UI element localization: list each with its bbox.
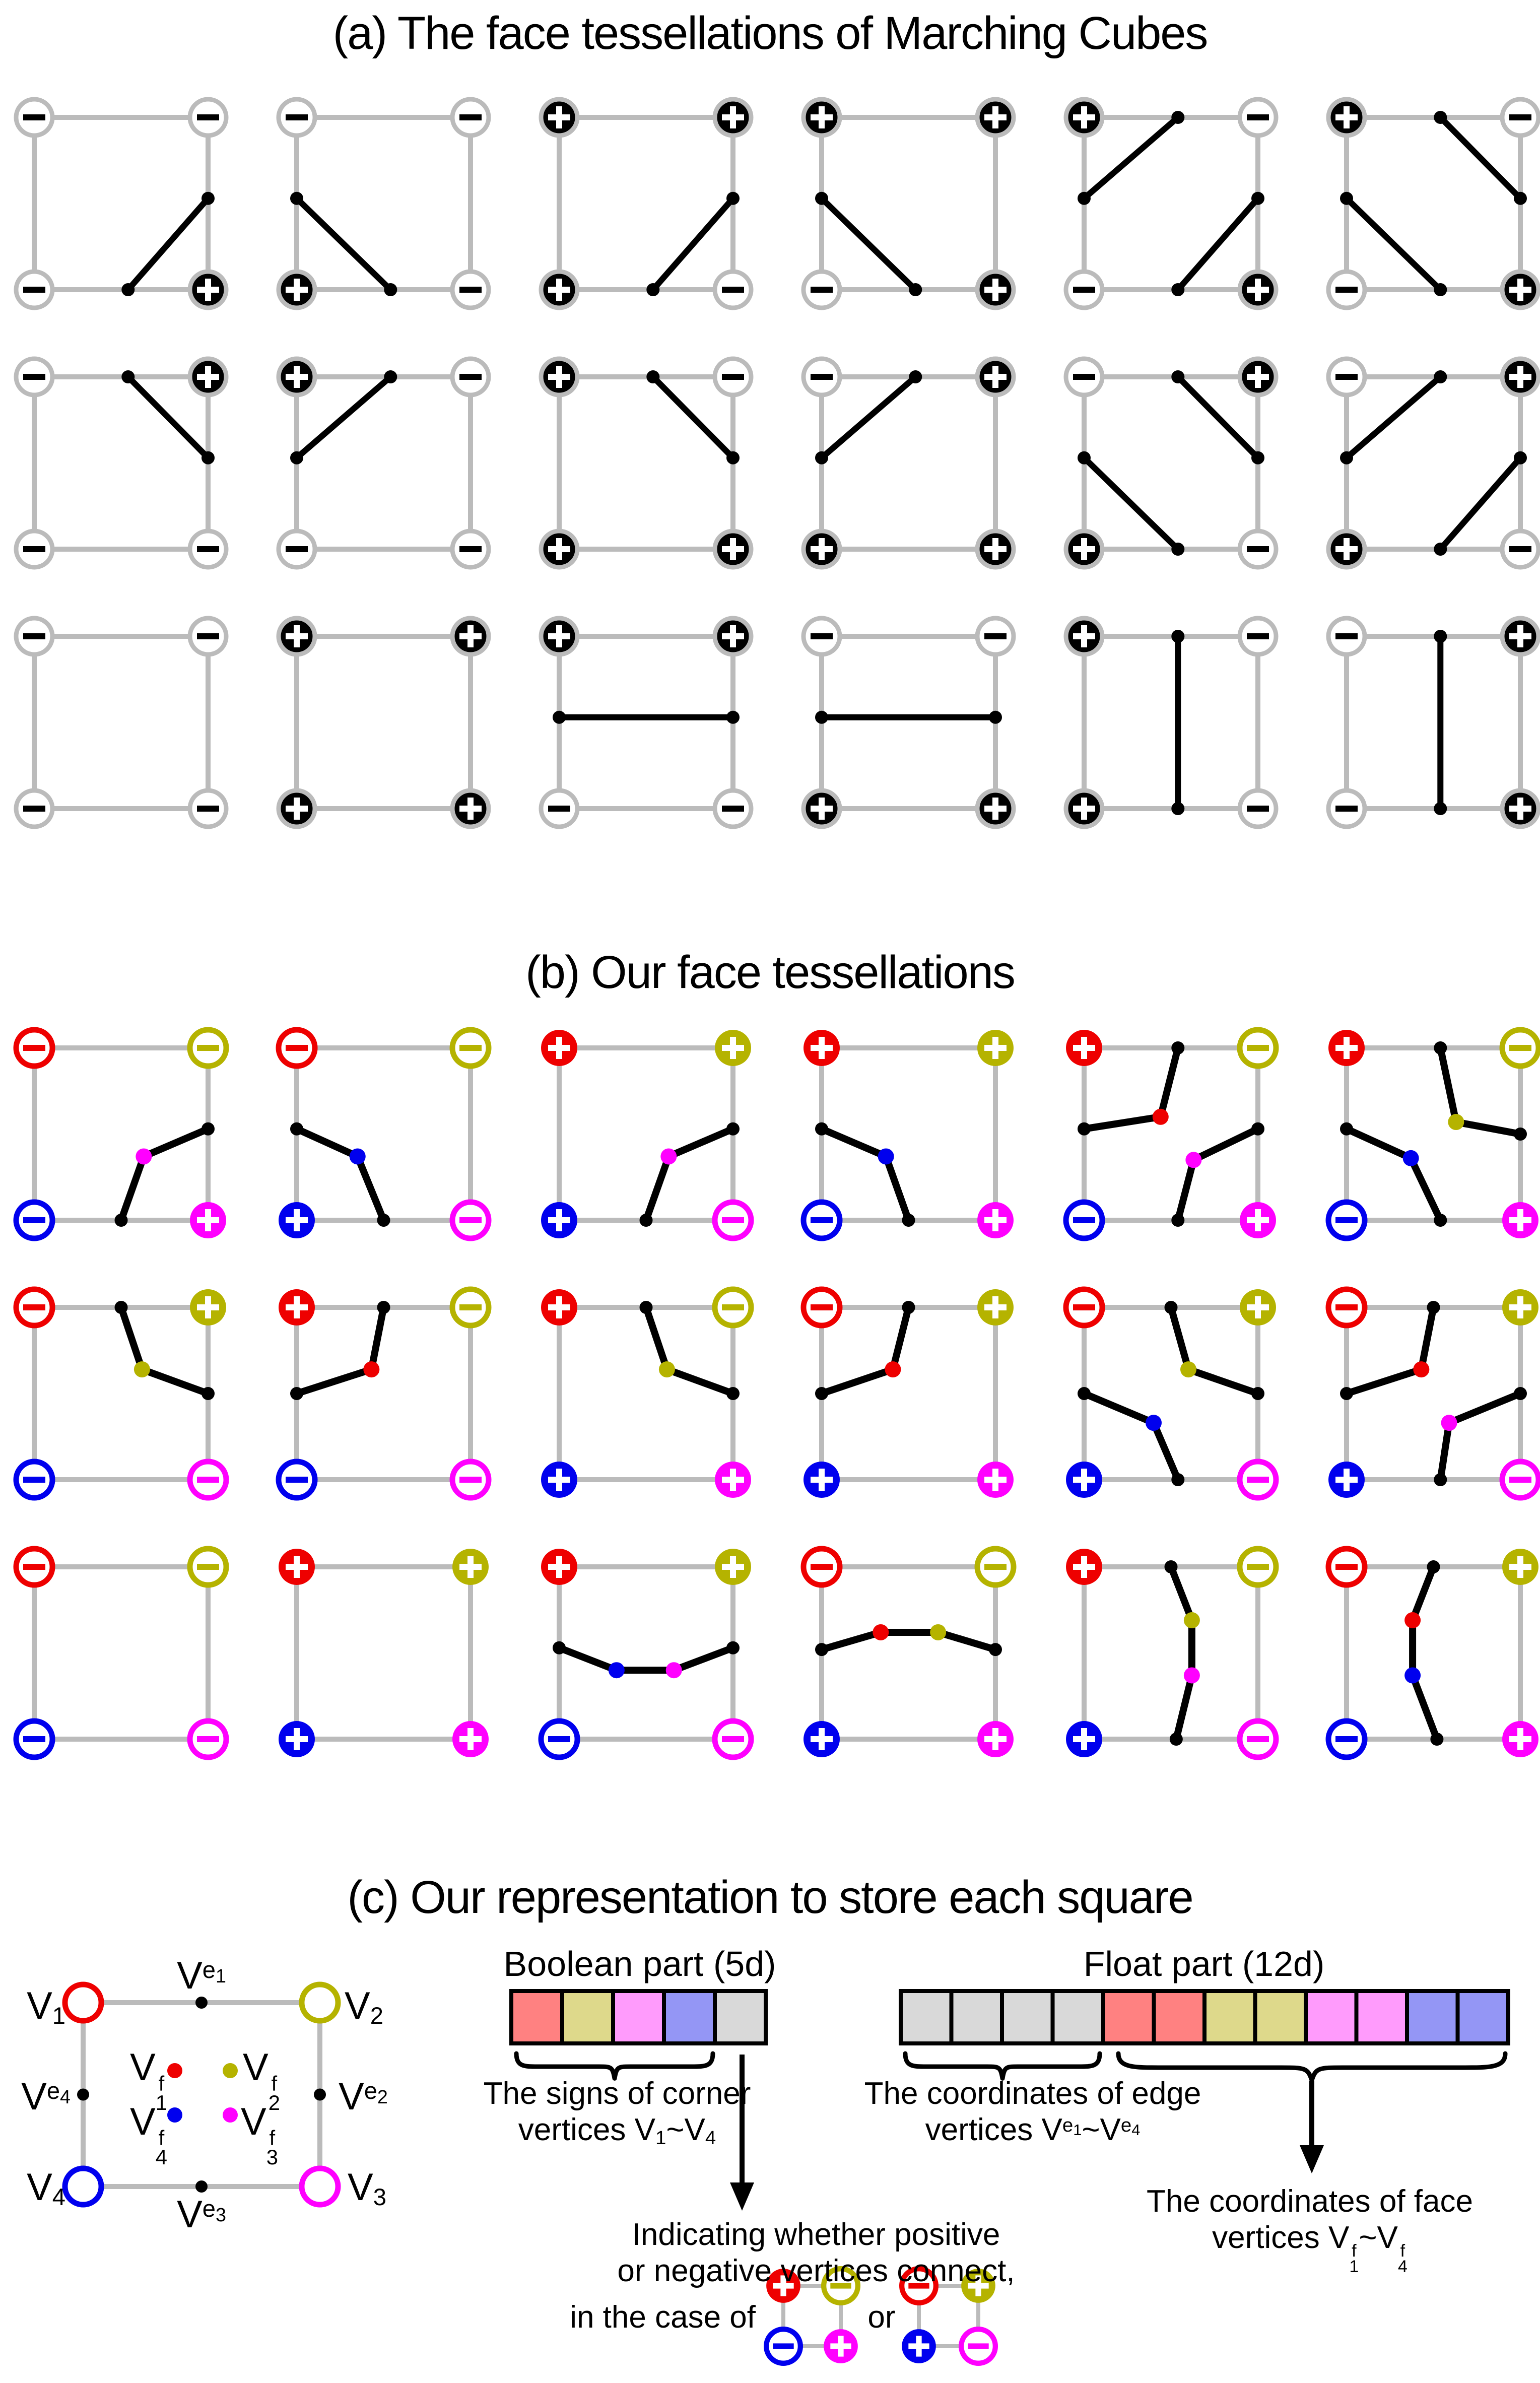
edge-vertex-dot	[553, 1641, 566, 1654]
edge-label-line2: vertices $V^{e_1}\sim V^{e_4}$	[925, 2112, 1141, 2147]
edge-vertex-dot	[1251, 192, 1264, 205]
edge-vertex-dot	[726, 451, 740, 465]
edge-vertex-dot	[1171, 1041, 1184, 1054]
float-part-cell-8	[1255, 1991, 1306, 2043]
edge-vertex-dot	[989, 1643, 1002, 1656]
edge-vertex-dot	[202, 451, 215, 465]
edge-vertex-dot	[115, 1214, 128, 1227]
edge-vertex-dot	[1171, 370, 1184, 383]
label-face-vf1: V f 1	[130, 2046, 167, 2115]
edge-vertex-dot	[1340, 1387, 1353, 1400]
tessellation-square-a-r2-c6	[1321, 350, 1540, 576]
float-part-cell-2	[952, 1991, 1002, 2043]
label-edge-ve3: $V^{e_3}$	[177, 2193, 226, 2236]
edge-vertex-dot	[1251, 451, 1264, 465]
edge-vertex-dot	[640, 1214, 653, 1227]
edge-vertex-dot	[121, 283, 135, 296]
tessellation-line	[1171, 1567, 1192, 1739]
label-corner-v2: V2	[345, 1984, 383, 2029]
edge-vertex-dot	[1171, 1473, 1184, 1486]
edge-vertex-dot	[384, 370, 397, 383]
edge-vertex-dot	[1340, 451, 1353, 465]
diagram-face-vertex-dot-vf2	[223, 2063, 238, 2078]
float-part-cell-12	[1458, 1991, 1509, 2043]
tessellation-square-a-r3-c4	[796, 609, 1021, 836]
tessellation-square-a-r2-c5	[1059, 350, 1283, 576]
diagram-corner-vertex-v1	[65, 1984, 101, 2021]
edge-coordinates-label	[859, 2076, 1207, 2148]
edge-vertex-dot	[726, 711, 740, 724]
edge-vertex-dot	[377, 1301, 390, 1314]
edge-vertex-dot	[1171, 1214, 1184, 1227]
edge-vertex-dot	[1430, 1733, 1443, 1746]
tessellation-square-a-r3-c3	[534, 609, 758, 836]
edge-vertex-dot	[815, 1643, 828, 1656]
edge-vertex-dot	[1251, 1387, 1264, 1400]
face-label-line2: vertices V f 1 ~V f 4	[1212, 2220, 1408, 2277]
face-coordinates-label	[1136, 2183, 1484, 2275]
tessellation-line	[1084, 1394, 1178, 1480]
face-vertex-dot	[659, 1361, 675, 1377]
face-vertex-dot	[666, 1662, 682, 1678]
tessellation-square-b-r3-c3	[534, 1540, 758, 1766]
label-edge-ve1: $V^{e_1}$	[177, 1954, 226, 1997]
float-part-cell-9	[1306, 1991, 1357, 2043]
tessellation-square-b-r1-c4	[796, 1021, 1021, 1247]
edge-vertex-dot	[815, 1122, 828, 1136]
face-vertex-dot	[1146, 1415, 1162, 1431]
edge-vertex-dot	[1078, 451, 1091, 465]
tessellation-line	[297, 1307, 384, 1394]
indicating-label	[587, 2217, 1045, 2289]
face-vertex-dot	[660, 1148, 677, 1164]
face-vertex-dot	[878, 1148, 894, 1164]
label-edge-ve4: $V^{e_4}$	[21, 2075, 71, 2118]
edge-vertex-dot	[815, 192, 828, 205]
edge-vertex-dot	[1165, 1301, 1178, 1314]
boolean-connectivity-arrow-head	[730, 2182, 754, 2211]
tessellation-square-b-r1-c5	[1059, 1021, 1283, 1247]
tessellation-square-b-r2-c6	[1321, 1280, 1540, 1507]
edge-vertex-dot	[553, 711, 566, 724]
edge-vertex-dot	[726, 1387, 740, 1400]
tessellation-square-b-r3-c4	[796, 1540, 1021, 1766]
section-a-title: (a) The face tessellations of Marching Cubes	[332, 8, 1208, 59]
tessellation-line	[559, 1648, 733, 1670]
boolean-part-cell-2	[562, 1991, 613, 2043]
edge-vertex-dot	[1514, 1387, 1527, 1400]
edge-vertex-dot	[290, 1387, 303, 1400]
edge-vertex-dot	[726, 1122, 740, 1136]
face-vertex-dot	[1184, 1612, 1200, 1628]
edge-vertex-dot	[815, 1387, 828, 1400]
tessellation-line	[822, 1632, 995, 1649]
float-edge-underbrace	[905, 2054, 1100, 2078]
section-a-grid	[9, 90, 1540, 836]
tessellation-square-a-r1-c3	[534, 90, 758, 317]
tessellation-square-a-r2-c2	[272, 350, 496, 576]
face-vertex-dot	[1403, 1150, 1419, 1166]
edge-vertex-dot	[1078, 1122, 1091, 1136]
edge-vertex-dot	[1434, 283, 1447, 296]
edge-vertex-dot	[1434, 111, 1447, 124]
diagram-corner-vertex-v2	[302, 1984, 338, 2021]
edge-vertex-dot	[1427, 1560, 1440, 1573]
edge-vertex-dot	[646, 370, 659, 383]
tessellation-square-b-r3-c1	[9, 1540, 233, 1766]
face-vertex-dot	[350, 1148, 366, 1164]
section-c	[0, 1864, 1540, 2383]
face-vertex-dot	[363, 1361, 379, 1377]
diagram-corner-vertex-v4	[65, 2168, 101, 2205]
edge-vertex-dot	[909, 283, 922, 296]
float-part-cell-1	[901, 1991, 952, 2043]
edge-vertex-dot	[290, 192, 303, 205]
diagram-face-vertex-dot-vf1	[167, 2063, 182, 2078]
edge-vertex-dot	[384, 283, 397, 296]
edge-vertex-dot	[202, 1122, 215, 1136]
tessellation-line	[297, 1129, 384, 1220]
float-part-cell-6	[1154, 1991, 1205, 2043]
tessellation-square-a-r3-c2	[272, 609, 496, 836]
tessellation-square-b-r2-c5	[1059, 1280, 1283, 1507]
face-vertex-dot	[885, 1361, 901, 1377]
tessellation-square-a-r3-c6	[1321, 609, 1540, 836]
float-part-title: Float part (12d)	[1083, 1944, 1325, 1983]
indicating-line2: or negative vertices connect,	[617, 2253, 1015, 2288]
section-b-grid	[9, 1021, 1540, 1766]
edge-vertex-dot	[1340, 192, 1353, 205]
tessellation-square-b-r2-c2	[272, 1280, 496, 1507]
boolean-part-cell-5	[715, 1991, 766, 2043]
float-part-cell-4	[1053, 1991, 1104, 2043]
tessellation-square-b-r3-c5	[1059, 1540, 1283, 1766]
edge-vertex-dot	[1434, 802, 1447, 815]
edge-vertex-dot	[1434, 1473, 1447, 1486]
edge-vertex-dot	[902, 1301, 915, 1314]
tessellation-line	[121, 1129, 209, 1220]
face-label-line1: The coordinates of face	[1147, 2184, 1473, 2219]
face-vertex-dot	[1184, 1667, 1200, 1683]
tessellation-square-b-r2-c1	[9, 1280, 233, 1507]
or-label: or	[867, 2300, 896, 2335]
face-vertex-dot	[134, 1361, 150, 1377]
edge-vertex-dot	[1434, 370, 1447, 383]
edge-vertex-dot	[290, 451, 303, 465]
edge-vertex-dot	[1251, 1122, 1264, 1136]
edge-vertex-dot	[1171, 111, 1184, 124]
edge-vertex-dot	[1171, 630, 1184, 643]
face-vertex-dot	[1153, 1109, 1169, 1125]
tessellation-square-a-r2-c3	[534, 350, 758, 576]
edge-vertex-dot	[1514, 192, 1527, 205]
tessellation-square-a-r1-c4	[796, 90, 1021, 317]
label-corner-v4: V4	[27, 2166, 65, 2211]
edge-vertex-dot	[377, 1214, 390, 1227]
edge-vertex-dot	[1165, 1560, 1178, 1573]
signs-of-corner-label	[443, 2076, 791, 2148]
tessellation-line	[1171, 1307, 1258, 1394]
edge-vertex-dot	[1434, 1214, 1447, 1227]
edge-vertex-dot	[902, 1214, 915, 1227]
tessellation-square-b-r3-c2	[272, 1540, 496, 1766]
boolean-part-cell-3	[613, 1991, 664, 2043]
tessellation-square-a-r2-c1	[9, 350, 233, 576]
edge-vertex-dot	[202, 192, 215, 205]
tessellation-line	[1178, 1129, 1258, 1220]
edge-vertex-dot	[1427, 1301, 1440, 1314]
section-c-title: (c) Our representation to store each square	[347, 1872, 1193, 1923]
edge-vertex-dot	[815, 711, 828, 724]
label-face-vf2: V f 2	[243, 2046, 280, 2115]
label-face-vf4: V f 4	[130, 2100, 167, 2169]
tessellation-line	[1413, 1567, 1437, 1739]
boolean-part-title: Boolean part (5d)	[503, 1944, 776, 1983]
edge-vertex-dot	[726, 192, 740, 205]
tessellation-square-a-r1-c5	[1059, 90, 1283, 317]
label-corner-v1: V1	[27, 1984, 65, 2029]
edge-vertex-dot	[1340, 1122, 1353, 1136]
signs-label-line1: The signs of corner	[483, 2076, 751, 2111]
edge-vertex-dot	[1514, 1128, 1527, 1141]
tessellation-square-a-r2-c4	[796, 350, 1021, 576]
edge-vertex-dot	[1078, 192, 1091, 205]
face-vertex-dot	[1413, 1361, 1429, 1377]
edge-vertex-dot	[640, 1301, 653, 1314]
edge-vertex-dot	[1078, 1387, 1091, 1400]
edge-vertex-dot	[1171, 283, 1184, 296]
face-vertex-dot	[609, 1662, 625, 1678]
float-part-cell-5	[1103, 1991, 1154, 2043]
section-b-title: (b) Our face tessellations	[525, 947, 1015, 998]
label-face-vf3: V f 3	[241, 2100, 278, 2169]
face-vertex-dot	[1185, 1152, 1201, 1168]
tessellation-square-a-r1-c2	[272, 90, 496, 317]
edge-vertex-dot	[1434, 1041, 1447, 1054]
edge-label-line1: The coordinates of edge	[864, 2076, 1201, 2111]
boolean-part-cell-1	[511, 1991, 562, 2043]
float-face-arrow-head	[1300, 2145, 1324, 2173]
face-vertex-dot	[873, 1624, 889, 1640]
tessellation-line	[121, 1307, 209, 1394]
face-vertex-dot	[930, 1624, 946, 1640]
float-part-cell-11	[1407, 1991, 1458, 2043]
signs-label-line2: vertices V1~V4	[518, 2112, 716, 2149]
tessellation-square-b-r1-c3	[534, 1021, 758, 1247]
tessellation-square-a-r3-c5	[1059, 609, 1283, 836]
diagram-face-vertex-dot-vf3	[223, 2107, 238, 2123]
tessellation-square-b-r1-c2	[272, 1021, 496, 1247]
float-part-cell-3	[1002, 1991, 1053, 2043]
diagram-face-vertex-dot-vf4	[167, 2107, 182, 2123]
face-vertex-dot	[136, 1148, 152, 1164]
tessellation-square-b-r2-c4	[796, 1280, 1021, 1507]
edge-vertex-dot	[1434, 630, 1447, 643]
edge-vertex-dot	[726, 1641, 740, 1654]
edge-vertex-dot	[202, 1387, 215, 1400]
tessellation-square-b-r1-c1	[9, 1021, 233, 1247]
face-vertex-dot	[1441, 1415, 1457, 1431]
diagram-edge-vertex-dot-ve3	[195, 2180, 208, 2193]
face-vertex-dot	[1448, 1114, 1464, 1130]
tessellation-square-a-r1-c1	[9, 90, 233, 317]
tessellation-square-b-r3-c6	[1321, 1540, 1540, 1766]
edge-vertex-dot	[1434, 543, 1447, 556]
edge-vertex-dot	[989, 711, 1002, 724]
boolean-part-cell-4	[664, 1991, 715, 2043]
float-part-cell-7	[1204, 1991, 1255, 2043]
face-vertex-dot	[1180, 1361, 1196, 1377]
diagram-corner-vertex-v3	[302, 2168, 338, 2205]
edge-vertex-dot	[1171, 802, 1184, 815]
boolean-signs-underbrace	[516, 2054, 713, 2078]
in-the-case-of-label: in the case of	[570, 2300, 756, 2335]
float-part-cell-10	[1357, 1991, 1408, 2043]
edge-vertex-dot	[909, 370, 922, 383]
label-corner-v3: V3	[348, 2166, 386, 2211]
tessellation-square-b-r1-c6	[1321, 1021, 1540, 1247]
edge-vertex-dot	[1170, 1733, 1183, 1746]
edge-vertex-dot	[646, 283, 659, 296]
tessellation-square-a-r3-c1	[9, 609, 233, 836]
edge-vertex-dot	[1171, 543, 1184, 556]
face-vertex-dot	[1404, 1667, 1421, 1683]
diagram-edge-vertex-dot-ve2	[314, 2089, 326, 2101]
edge-vertex-dot	[815, 451, 828, 465]
label-edge-ve2: $V^{e_2}$	[339, 2075, 388, 2118]
diagram-edge-vertex-dot-ve1	[195, 1997, 208, 2009]
edge-vertex-dot	[115, 1301, 128, 1314]
face-vertex-dot	[1404, 1612, 1421, 1628]
tessellation-square-b-r2-c3	[534, 1280, 758, 1507]
edge-vertex-dot	[121, 370, 135, 383]
tessellation-square-a-r1-c6	[1321, 90, 1540, 317]
edge-vertex-dot	[1514, 451, 1527, 465]
indicating-line1: Indicating whether positive	[632, 2217, 1000, 2252]
edge-vertex-dot	[290, 1122, 303, 1136]
